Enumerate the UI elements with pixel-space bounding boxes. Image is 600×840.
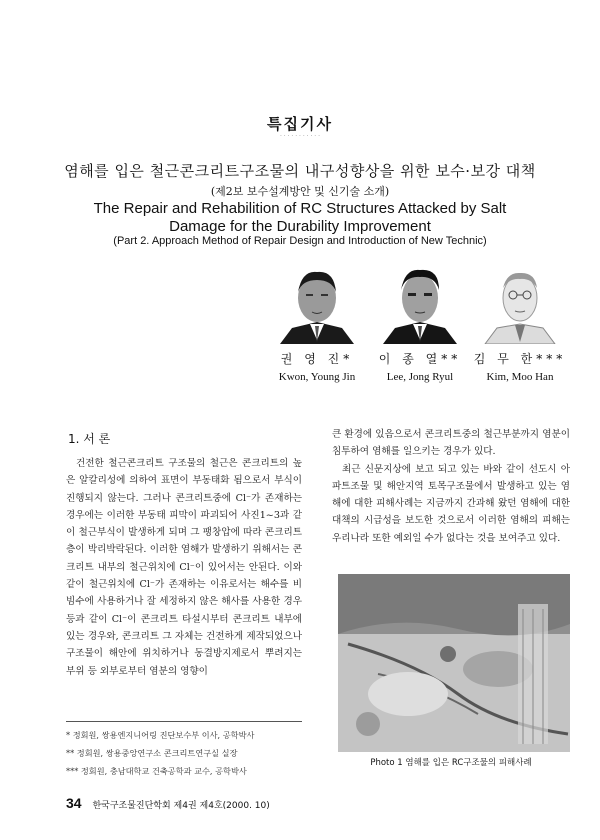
body-column-right <box>332 426 570 547</box>
section-1-heading: 1. 서 론 <box>68 432 111 446</box>
author-2-korean-name: 이 종 열** <box>378 352 462 366</box>
damage-photo <box>338 574 570 752</box>
page-footer <box>66 795 270 811</box>
page-number: 34 <box>66 795 82 811</box>
author-2 <box>365 262 475 383</box>
body-paragraph: 건전한 철근콘크리트 구조물의 철근은 콘크리트의 높은 알칼리성에 의하여 표면이 부동태화 됨으로서 부식이 진행되지 않는다. 그러나 콘크리트중에 Cl⁻가 존재하는 경우에는 이러한 부동태 피막이 파괴되어 사진1~3과 같이 철근부식이 발생하게 되며 그 팽창압에 따라 콘크리트층이 박리박락된다. 이러한 염해가 발생하기 위해서는 콘크리트 내부의 철근위치에 Cl⁻이 있어서는 안된다. 이와같이 철근위치에 Cl⁻가 존재하는 이유로서는 해수를 비빔수에 사용하거나 잘 세정하지 않은 해사를 사용한 경우 등과 같이 Cl⁻이 콘크리트 타설시부터 콘크리트 내부에 있는 경우와, 콘크리트 그 자체는 건전하게 제작되었으나 구조물이 해안에 위치하거나 동결방지제로서 뿌려지는 부위 등 외부로부터 염분의 영향이 <box>66 458 302 677</box>
photo-caption: Photo 1 염해를 입은 RC구조물의 피해사례 <box>370 758 532 768</box>
section-label: 특집기사 <box>267 115 333 133</box>
author-1-english-name: Kwon, Young Jin <box>278 371 356 383</box>
body-column-left <box>66 455 302 680</box>
journal-citation: 한국구조물진단학회 제4권 제4호(2000. 10) <box>92 801 270 811</box>
footnote-divider <box>66 721 302 722</box>
korean-subtitle: (제2보 보수설계방안 및 신기술 소개) <box>210 185 390 198</box>
english-title <box>0 200 600 236</box>
section-sublabel: · · · · · · · · · · · <box>279 133 321 140</box>
body-paragraph: 최근 신문지상에 보고 되고 있는 바와 같이 선도시 아파트조물 및 해안지역 토목구조물에서 발생하고 있는 염해에 대한 피해사례는 지금까지 간과해 왔던 염해에 대한 대책의 시급성을 보도한 것으로서 이러한 염해의 피해는 우리나라 또한 예외일 수가 없다는 것을 보여주고 있다. <box>332 463 570 544</box>
english-title-line-1: The Repair and Rehabilition of RC Structures Attacked by Salt <box>93 200 507 217</box>
author-footnotes <box>66 726 306 780</box>
author-3-portrait <box>475 262 565 344</box>
author-3-english-name: Kim, Moo Han <box>486 371 554 383</box>
footnote-1: * 정회원, 쌍용엔지니어링 진단보수부 이사, 공학박사 <box>66 730 255 740</box>
footnote-2: ** 정회원, 쌍용중앙연구소 콘크리트연구실 실장 <box>66 748 238 758</box>
author-2-english-name: Lee, Jong Ryul <box>386 371 454 383</box>
author-2-portrait <box>375 262 465 344</box>
english-subtitle: (Part 2. Approach Method of Repair Design and Introduction of New Technic) <box>113 235 487 247</box>
korean-title: 염해를 입은 철근콘크리트구조물의 내구성향상을 위한 보수·보강 대책 <box>64 162 536 180</box>
author-1-portrait <box>272 262 362 344</box>
author-1-korean-name: 권 영 진* <box>280 352 354 366</box>
footnote-3: *** 정회원, 충남대학교 건축공학과 교수, 공학박사 <box>66 766 247 776</box>
author-3-korean-name: 김 무 한*** <box>473 352 567 366</box>
author-3 <box>465 262 575 383</box>
english-title-line-2: Damage for the Durability Improvement <box>169 218 431 235</box>
author-1 <box>262 262 372 383</box>
body-paragraph: 큰 환경에 있음으로서 콘크리트중의 철근부분까지 염분이 침투하여 염해를 일으키는 경우가 있다. <box>332 429 570 458</box>
